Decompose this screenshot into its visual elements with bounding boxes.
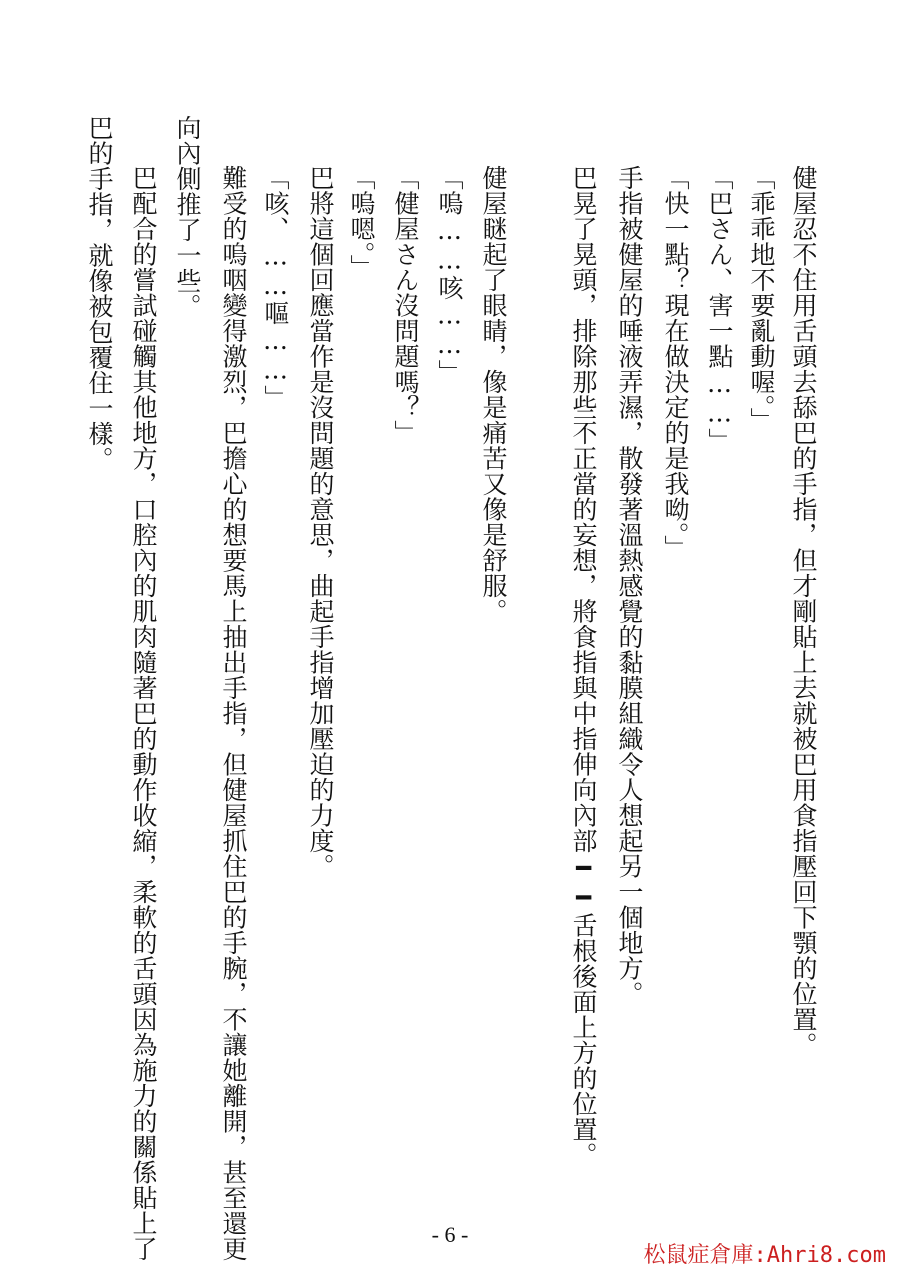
text-column: 巴的手指，就像被包覆住一樣。 — [85, 115, 114, 472]
text-column: 難受的嗚咽變得激烈，巴擔心的想要馬上抽出手指，但健屋抓住巴的手腕，不讓她離開，甚至還更 — [219, 165, 248, 1262]
watermark: 松鼠症倉庫:Ahri8.com — [643, 1243, 886, 1268]
text-column: 「快一點？現在做決定的是我呦。」 — [661, 165, 690, 561]
text-column: 「健屋さん沒問題嗎？」 — [391, 165, 420, 446]
text-column: 「乖乖地不要亂動喔。」 — [747, 165, 776, 433]
text-column: 巴配合的嘗試碰觸其他地方，口腔內的肌肉隨著巴的動作收縮，柔軟的舌頭因為施力的關係貼上了 — [129, 165, 158, 1262]
text-column: 手指被健屋的唾液弄濕，散發著溫熱感覺的黏膜組織令人想起另一個地方。 — [615, 165, 644, 1007]
page-number: - 6 - — [431, 1222, 469, 1247]
text-column: 「巴さん、害一點……」 — [705, 165, 734, 454]
text-column: 巴將這個回應當作是沒問題的意思，曲起手指增加壓迫的力度。 — [306, 165, 335, 879]
text-column: 健屋瞇起了眼睛，像是痛苦又像是舒服。 — [479, 165, 508, 624]
text-column: 「嗚……咳……」 — [435, 165, 464, 385]
text-column: 巴晃了晃頭，排除那些不正當的妄想，將食指與中指伸向內部━━舌根後面上方的位置。 — [569, 165, 598, 1168]
text-column: 健屋忍不住用舌頭去舔巴的手指，但才剛貼上去就被巴用食指壓回下顎的位置。 — [789, 165, 818, 1058]
text-column: 向內側推了一些。 — [173, 115, 202, 319]
text-column: 「咳、……嘔……」 — [261, 165, 290, 411]
text-column: 「嗚嗯。」 — [347, 165, 376, 280]
